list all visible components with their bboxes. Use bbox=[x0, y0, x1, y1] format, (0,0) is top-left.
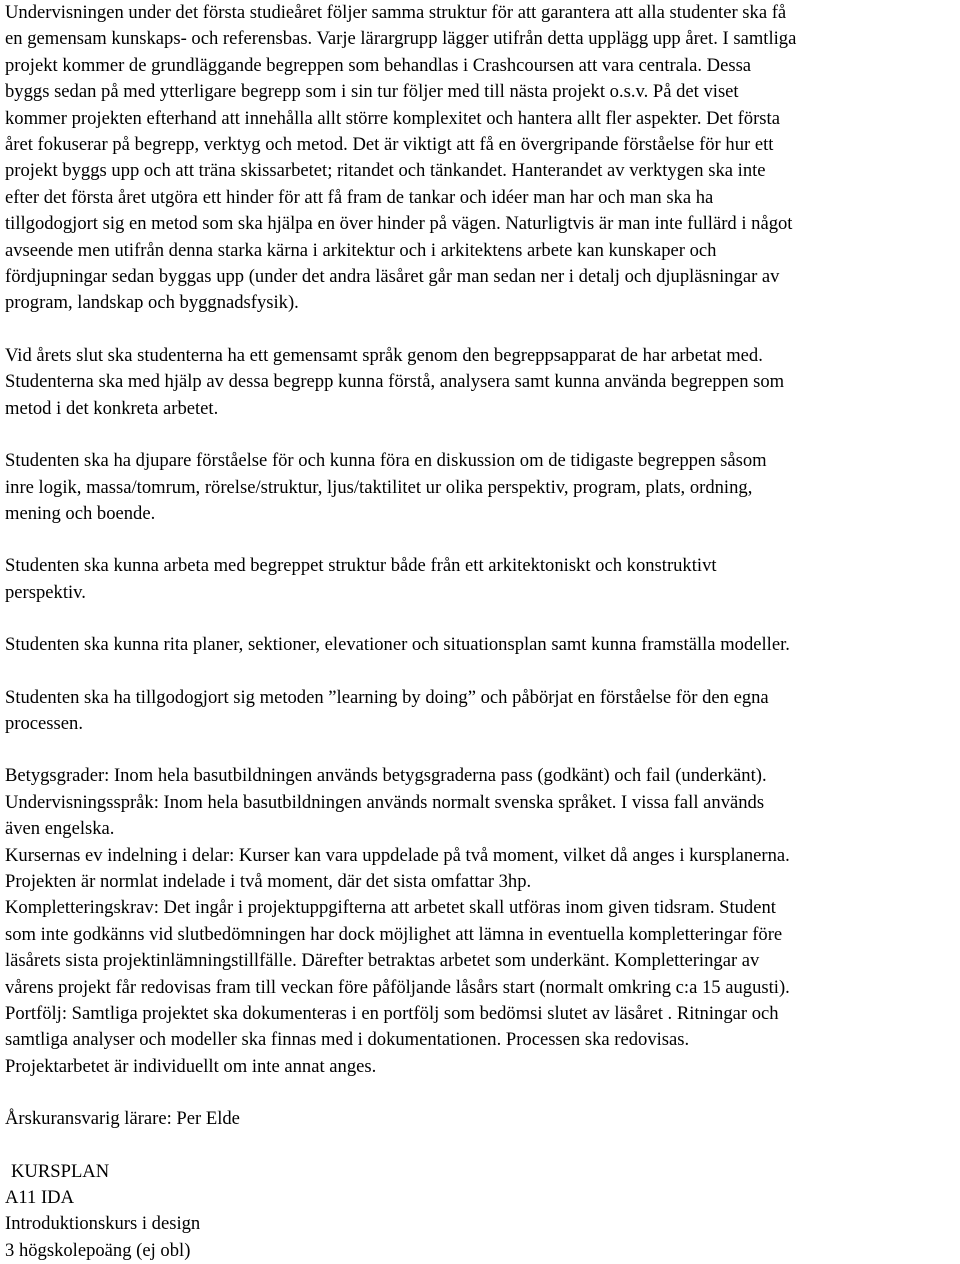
text-line: samtliga analyser och modeller ska finnas med i dokumentationen. Processen ska redovisas. bbox=[5, 1029, 690, 1051]
text-line: fördjupningar sedan byggas upp (under det andra läsåret går man sedan ner i detalj och djupläsningar av bbox=[5, 266, 780, 288]
text-line: Studenten ska kunna rita planer, sektioner, elevationer och situationsplan samt kunna framställa modeller. bbox=[5, 634, 790, 656]
text-line: processen. bbox=[5, 712, 83, 734]
course-credits: 3 högskolepoäng (ej obl) bbox=[5, 1239, 191, 1261]
text-line: Studenten ska ha tillgodogjort sig metoden ”learning by doing” och påbörjat en förståelse för den egna bbox=[5, 686, 769, 708]
text-line: projekt byggs upp och att träna skissarbetet; ritandet och tänkandet. Hanterandet av verktygen ska inte bbox=[5, 160, 766, 182]
text-line: vårens projekt får redovisas fram till veckan före påföljande låsårs start (normalt omkring c:a 15 augusti). bbox=[5, 976, 790, 998]
goal-paragraph-drawing bbox=[5, 632, 955, 658]
course-code: A11 IDA bbox=[5, 1187, 75, 1209]
text-line: projekt kommer de grundläggande begreppen som behandlas i Crashcoursen att vara centrala. Dessa bbox=[5, 54, 752, 76]
year-end-paragraph bbox=[5, 343, 955, 422]
document-page bbox=[5, 0, 955, 1264]
text-line: Kursernas ev indelning i delar: Kurser kan vara uppdelade på två moment, vilket då anges i kursplanerna. bbox=[5, 844, 790, 866]
goal-paragraph-concepts bbox=[5, 448, 955, 527]
text-line: avseende men utifrån denna starka kärna i arkitektur och i arkitektens arbete kan kunskaper och bbox=[5, 239, 717, 261]
text-line: Portfölj: Samtliga projektet ska dokumenteras i en portfölj som bedömsi slutet av läsåret . Ritningar och bbox=[5, 1003, 779, 1024]
text-line: som inte godkänns vid slutbedömningen har dock möjlighet att lämna in eventuella kompletteringar före bbox=[5, 923, 783, 945]
text-line: mening och boende. bbox=[5, 502, 156, 524]
rules-paragraph bbox=[5, 763, 955, 1080]
text-line: en gemensam kunskaps- och referensbas. Varje lärargrupp lägger utifrån detta upplägg upp året. I samtliga bbox=[5, 28, 797, 50]
course-name: Introduktionskurs i design bbox=[5, 1213, 201, 1235]
text-line: kommer projekten efterhand att innehålla allt större komplexitet och hantera allt fler aspekter. Det första bbox=[5, 107, 780, 129]
text-line: program, landskap och byggnadsfysik). bbox=[5, 292, 299, 314]
text-line: Kompletteringskrav: Det ingår i projektuppgifterna att arbetet skall utföras inom given tidsram. Student bbox=[5, 897, 776, 919]
intro-paragraph bbox=[5, 0, 955, 317]
text-line: perspektiv. bbox=[5, 581, 86, 603]
text-line: Undervisningsspråk: Inom hela basutbildningen används normalt svenska språket. I vissa fall används bbox=[5, 791, 765, 813]
text-line: Studenten ska ha djupare förståelse för och kunna föra en diskussion om de tidigaste begreppen såsom bbox=[5, 450, 767, 472]
text-line: läsårets sista projektinlämningstillfälle. Därefter betraktas arbetet som underkänt. Kompletteringar av bbox=[5, 950, 760, 972]
text-line: Projekten är normlat indelade i två moment, där det sista omfattar 3hp. bbox=[5, 870, 532, 892]
text-line: Studenterna ska med hjälp av dessa begrepp kunna förstå, analysera samt kunna använda begreppen som bbox=[5, 371, 785, 393]
text-line: tillgodogjort sig en metod som ska hjälpa en över hinder på vägen. Naturligtvis är man inte fullärd i något bbox=[5, 213, 793, 235]
text-line: även engelska. bbox=[5, 818, 115, 840]
kursplan-block bbox=[5, 1159, 955, 1264]
text-line: metod i det konkreta arbetet. bbox=[5, 397, 219, 419]
text-line: inre logik, massa/tomrum, rörelse/struktur, ljus/taktilitet ur olika perspektiv, program, plats, ordning, bbox=[5, 476, 753, 498]
text-line: Studenten ska kunna arbeta med begreppet struktur både från ett arkitektoniskt och konstruktivt bbox=[5, 555, 717, 577]
goal-paragraph-structure bbox=[5, 553, 955, 606]
teacher-paragraph bbox=[5, 1106, 955, 1132]
goal-paragraph-method bbox=[5, 685, 955, 738]
text-line: Vid årets slut ska studenterna ha ett gemensamt språk genom den begreppsapparat de har arbetat med. bbox=[5, 344, 763, 366]
text-line: Betygsgrader: Inom hela basutbildningen används betygsgraderna pass (godkänt) och fail (underkänt). bbox=[5, 765, 767, 787]
text-line: efter det första året utgöra ett hinder för att få fram de tankar och idéer man har och man ska ha bbox=[5, 186, 714, 208]
text-line: Undervisningen under det första studieåret följer samma struktur för att garantera att alla studenter ska få bbox=[5, 2, 787, 23]
text-line: året fokuserar på begrepp, verktyg och metod. Det är viktigt att få en övergripande förståelse för hur ett bbox=[5, 134, 774, 156]
text-line: Projektarbetet är individuellt om inte annat anges. bbox=[5, 1055, 377, 1077]
responsible-teacher: Årskuransvarig lärare: Per Elde bbox=[5, 1108, 240, 1130]
text-line: byggs sedan på med ytterligare begrepp som i sin tur följer med till nästa projekt o.s.v. På det viset bbox=[5, 81, 739, 103]
kursplan-heading: KURSPLAN bbox=[11, 1160, 110, 1182]
